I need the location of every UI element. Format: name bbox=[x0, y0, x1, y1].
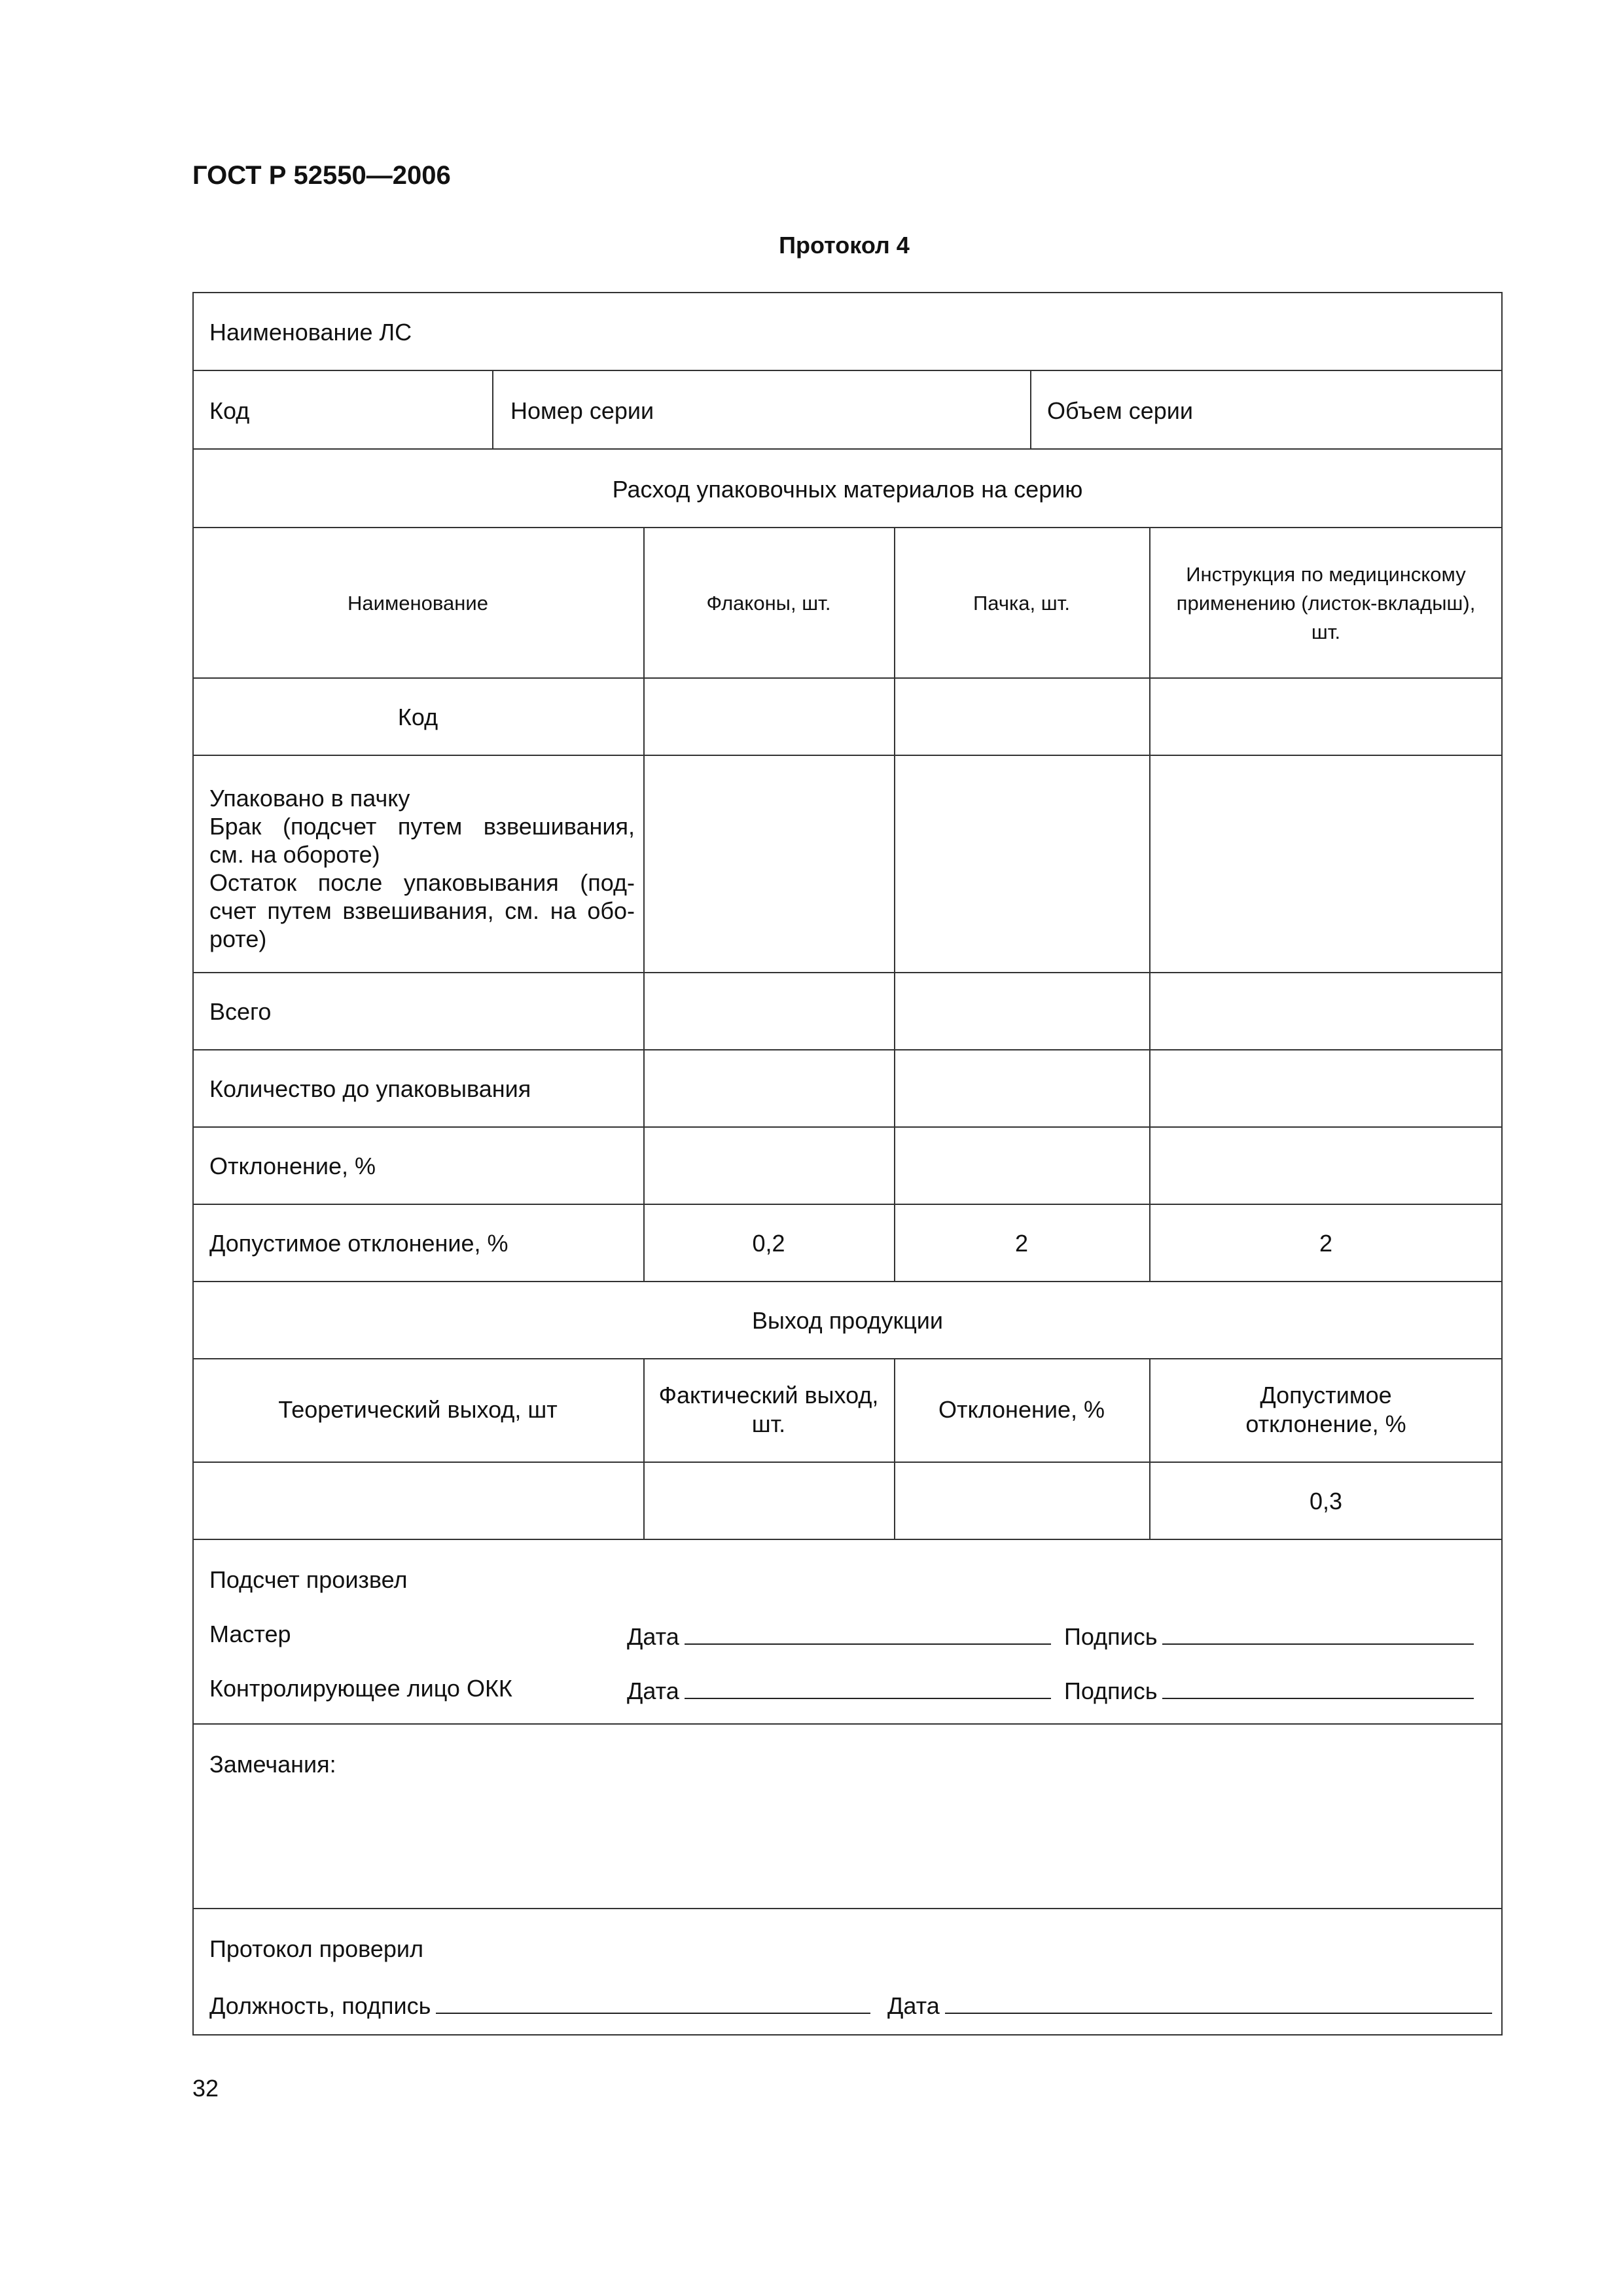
date-blank-line bbox=[685, 1620, 1051, 1645]
output-header-deviation: Отклонение, % bbox=[938, 1396, 1105, 1423]
table-rule bbox=[192, 1358, 1503, 1359]
allowed-deviation-pack: 2 bbox=[1014, 1230, 1029, 1257]
table-rule bbox=[192, 972, 1503, 973]
table-rule bbox=[894, 527, 895, 1281]
table-rule bbox=[192, 1908, 1503, 1909]
packed-block-line: счет путем взвешивания, см. на обо- bbox=[209, 897, 635, 924]
position-signature-field[interactable] bbox=[209, 1989, 870, 2020]
output-header-actual-line: шт. bbox=[751, 1410, 786, 1437]
output-header-allowed bbox=[1149, 1381, 1503, 1439]
drug-name-label: Наименование ЛС bbox=[209, 319, 412, 346]
output-header-allowed-line: Допустимое bbox=[1260, 1382, 1392, 1408]
packed-block-line: см. на обороте) bbox=[209, 841, 380, 868]
total-label: Всего bbox=[209, 998, 272, 1025]
allowed-deviation-label: Допустимое отклонение, % bbox=[209, 1230, 508, 1257]
controller-date-field[interactable] bbox=[627, 1674, 1051, 1706]
table-rule bbox=[192, 755, 1503, 756]
series-number-label: Номер серии bbox=[510, 397, 654, 424]
deviation-label: Отклонение, % bbox=[209, 1153, 376, 1179]
output-header-actual-line: Фактический выход, bbox=[658, 1382, 879, 1408]
position-signature-label: Должность, подпись bbox=[209, 1992, 431, 2019]
table-rule bbox=[192, 1723, 1503, 1725]
master-date-field[interactable] bbox=[627, 1620, 1051, 1651]
table-rule bbox=[192, 1462, 1503, 1463]
controller-signature-field[interactable] bbox=[1064, 1674, 1474, 1706]
table-rule bbox=[643, 527, 645, 1281]
signature-label: Подпись bbox=[1064, 1623, 1158, 1650]
column-header-instruction-line: шт. bbox=[1311, 620, 1341, 643]
document-code: ГОСТ Р 52550—2006 bbox=[192, 161, 451, 190]
table-rule bbox=[894, 1358, 895, 1539]
packed-block-line: роте) bbox=[209, 925, 267, 952]
date-label: Дата bbox=[627, 1677, 679, 1704]
allowed-deviation-vials: 0,2 bbox=[752, 1230, 785, 1257]
table-rule bbox=[1030, 370, 1031, 448]
packed-block-line: Упаковано в пачку bbox=[209, 785, 410, 812]
signature-blank-line bbox=[1162, 1674, 1474, 1699]
column-header-pack: Пачка, шт. bbox=[973, 592, 1070, 615]
date-label: Дата bbox=[887, 1992, 940, 2019]
table-rule bbox=[192, 370, 1503, 371]
protocol-table bbox=[192, 292, 1503, 2036]
master-signature-field[interactable] bbox=[1064, 1620, 1474, 1651]
table-rule bbox=[192, 1281, 1503, 1282]
page-number: 32 bbox=[192, 2075, 219, 2102]
protocol-title: Протокол 4 bbox=[779, 232, 910, 259]
consumption-section-title: Расход упаковочных материалов на серию bbox=[612, 476, 1083, 503]
controller-label: Контролирующее лицо ОКК bbox=[209, 1675, 512, 1702]
table-rule bbox=[192, 1204, 1503, 1205]
qty-before-packing-label: Количество до упаковывания bbox=[209, 1075, 531, 1102]
checked-title: Протокол проверил bbox=[209, 1935, 424, 1962]
output-header-theoretical: Теоретический выход, шт bbox=[278, 1396, 558, 1423]
allowed-deviation-instruction: 2 bbox=[1319, 1230, 1333, 1257]
remarks-label: Замечания: bbox=[209, 1751, 336, 1778]
table-rule bbox=[192, 1126, 1503, 1128]
date-label: Дата bbox=[627, 1623, 679, 1650]
code-row-label: Код bbox=[397, 704, 438, 730]
table-rule bbox=[492, 370, 493, 448]
column-header-instruction-line: применению (листок-вкладыш), bbox=[1176, 592, 1476, 615]
column-header-instruction bbox=[1149, 560, 1503, 647]
table-rule bbox=[192, 527, 1503, 528]
output-header-actual bbox=[643, 1381, 894, 1439]
table-rule bbox=[192, 677, 1503, 679]
date-blank-line bbox=[945, 1989, 1492, 2014]
output-header-allowed-line: отклонение, % bbox=[1245, 1410, 1406, 1437]
checked-date-field[interactable] bbox=[887, 1989, 1492, 2020]
master-label: Мастер bbox=[209, 1621, 291, 1647]
date-blank-line bbox=[685, 1674, 1051, 1699]
series-volume-label: Объем серии bbox=[1047, 397, 1193, 424]
signature-blank-line bbox=[1162, 1620, 1474, 1645]
column-header-vials: Флаконы, шт. bbox=[706, 592, 831, 615]
position-signature-blank-line bbox=[436, 1989, 870, 2014]
table-rule bbox=[192, 448, 1503, 450]
code-label: Код bbox=[209, 397, 250, 424]
table-rule bbox=[192, 1049, 1503, 1050]
column-header-name: Наименование bbox=[348, 592, 488, 615]
signature-label: Подпись bbox=[1064, 1677, 1158, 1704]
packed-block-line: Брак (подсчет путем взвешивания, bbox=[209, 813, 635, 840]
column-header-instruction-line: Инструкция по медицинскому bbox=[1186, 563, 1466, 586]
count-title: Подсчет произвел bbox=[209, 1566, 408, 1593]
output-section-title: Выход продукции bbox=[751, 1307, 944, 1334]
packed-block-line: Остаток после упаковывания (под- bbox=[209, 869, 635, 896]
table-rule bbox=[192, 1539, 1503, 1540]
output-allowed-value: 0,3 bbox=[1309, 1488, 1343, 1515]
packed-block-text bbox=[209, 784, 635, 953]
